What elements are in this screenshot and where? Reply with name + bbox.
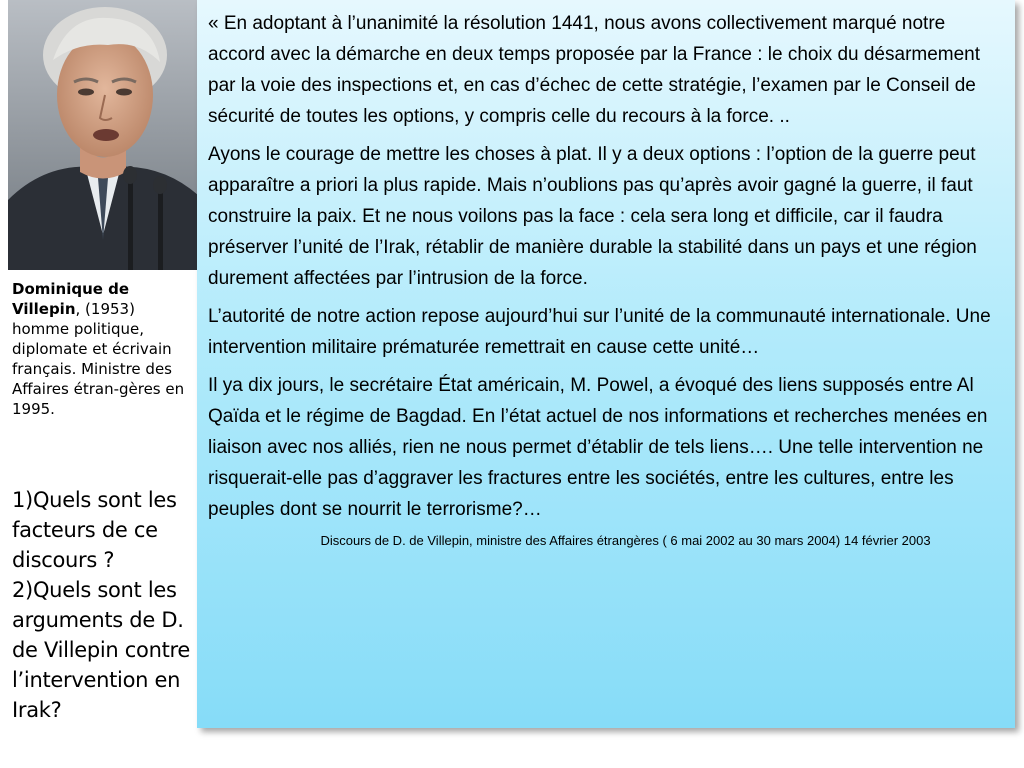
quote-paragraph-2: Ayons le courage de mettre les choses à plat. Il y a deux options : l’option de la guerre peut apparaître a priori la plus rapide. Mais n’oublions pas qu’après avoir gagné la guerre, il faut construire la paix. Et ne nous voilons pas la face : cela sera long et difficile, car il faudra préserver l’unité de l’Irak, rétablir de manière durable la stabilité dans un pays et une région durement affectées par l’intrusion de la force. — [208, 144, 977, 289]
speech-quote-box — [197, 0, 1015, 728]
quote-paragraph-3: L’autorité de notre action repose aujourd’hui sur l’unité de la communauté internationale. Une intervention militaire prématurée remettrait en cause cette unité… — [208, 306, 991, 358]
quote-paragraph-4: Il ya dix jours, le secrétaire État américain, M. Powel, a évoqué des liens supposés entre Al Qaïda et le régime de Bagdad. En l’état actuel de nos informations et recherches menées en liaison avec nos alliés, rien ne nous permet d’établir de tels liens…. Une telle intervention ne risquerait-elle pas d’aggraver les fractures entre les sociétés, entre les cultures, entre les peuples dont se nourrit le terrorisme?… — [208, 375, 988, 520]
portrait-illustration — [8, 0, 198, 270]
questions-block — [12, 485, 210, 725]
caption-details: , (1953) homme politique, diplomate et écrivain français. Ministre des Affaires étran-gères en 1995. — [12, 300, 185, 418]
caption-name: Dominique de Villepin — [12, 280, 130, 318]
question-2: 2)Quels sont les arguments de D. de Villepin contre l’intervention en Irak? — [12, 578, 191, 722]
portrait-caption — [12, 279, 192, 419]
portrait-photo — [8, 0, 198, 270]
quote-source: Discours de D. de Villepin, ministre des Affaires étrangères ( 6 mai 2002 au 30 mars 2004) 14 février 2003 — [320, 533, 931, 548]
question-1: 1)Quels sont les facteurs de ce discours ? — [12, 488, 177, 572]
quote-paragraph-1: « En adoptant à l’unanimité la résolution 1441, nous avons collectivement marqué notre accord avec la démarche en deux temps proposée par la France : le choix du désarmement par la voie des inspections et, en cas d’échec de cette stratégie, l’examen par le Conseil de sécurité de toutes les options, y compris celle du recours à la force. .. — [208, 13, 981, 127]
